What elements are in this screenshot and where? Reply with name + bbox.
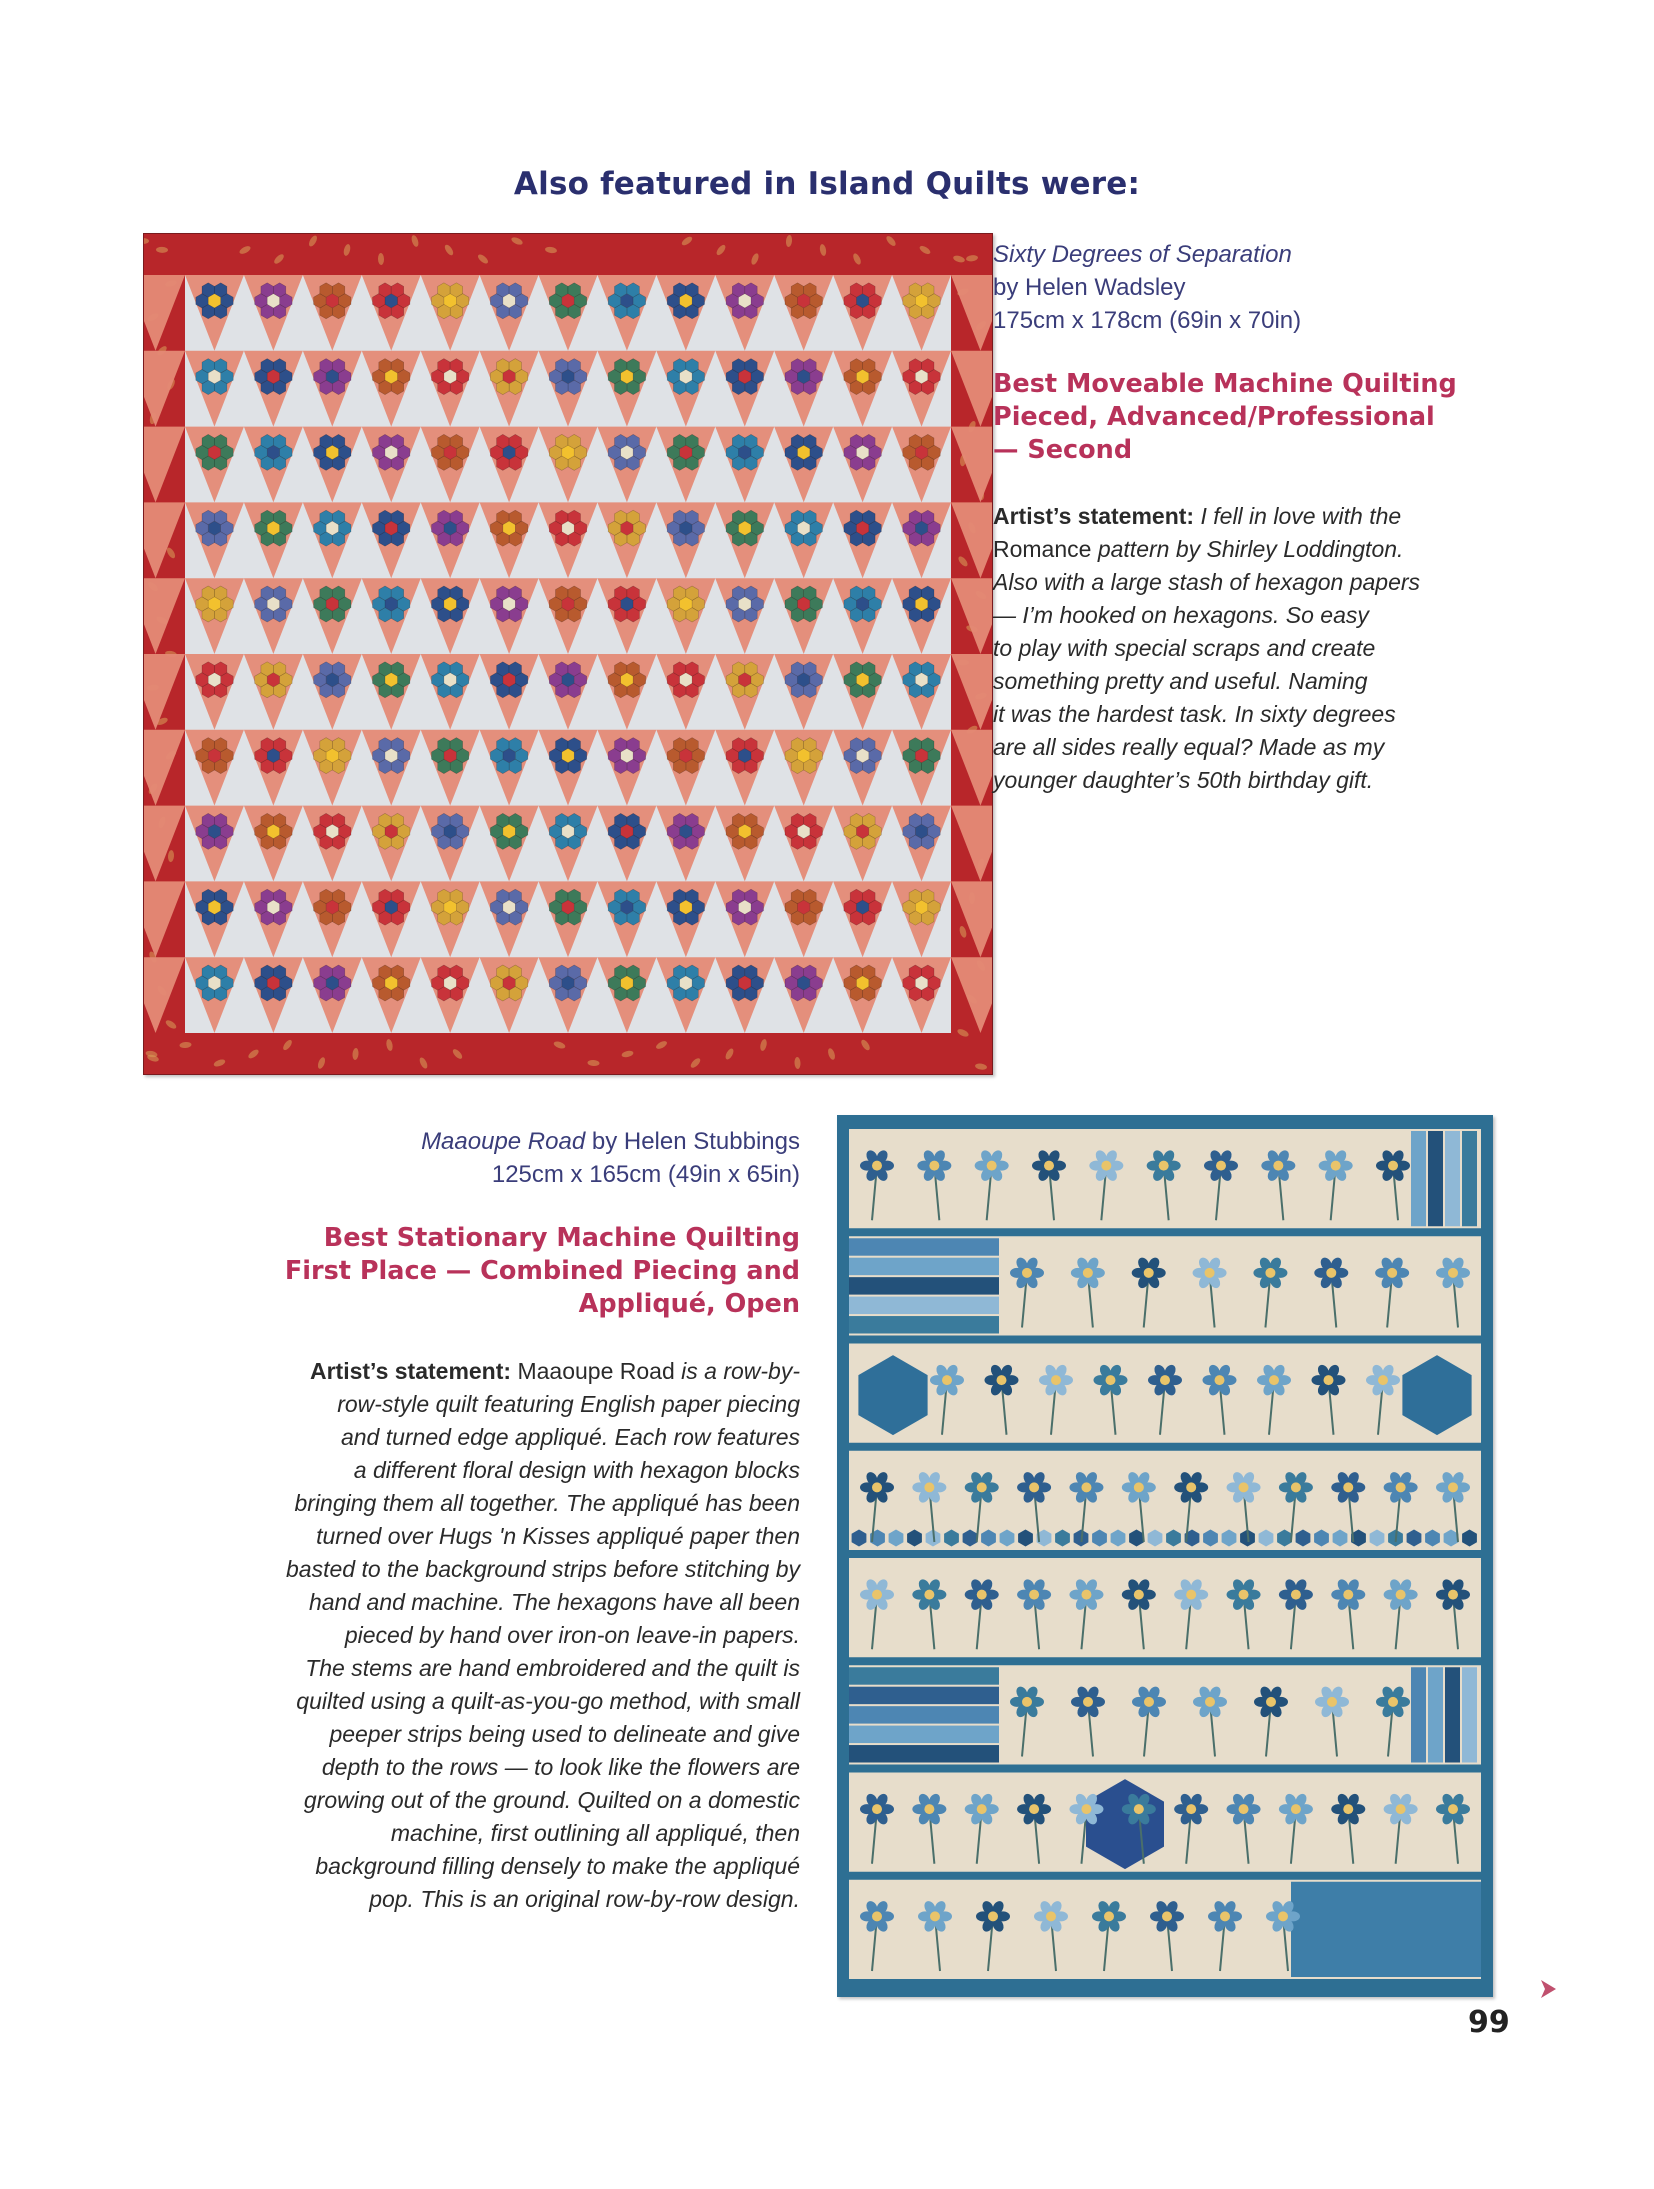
- next-page-arrow-icon[interactable]: [1538, 1978, 1558, 2000]
- page-heading: Also featured in Island Quilts were:: [513, 166, 1141, 202]
- quilt1-award-line: — Second: [993, 435, 1133, 465]
- quilt1-award-line: Best Moveable Machine Quilting: [993, 369, 1457, 399]
- quilt2-caption: [200, 1125, 800, 1191]
- quilt2-award-line: Appliqué, Open: [578, 1289, 800, 1319]
- quilt2-award-line: First Place — Combined Piecing and: [284, 1256, 800, 1286]
- quilt1-title: Sixty Degrees of Separation: [993, 241, 1292, 268]
- quilt2-award-line: Best Stationary Machine Quilting: [323, 1223, 800, 1253]
- quilt2-size: 125cm x 165cm (49in x 65in): [491, 1161, 800, 1188]
- quilt1-award-line: Pieced, Advanced/Professional: [993, 402, 1435, 432]
- quilt2-title-line: Maaoupe Road by Helen Stubbings: [421, 1128, 800, 1155]
- quilt2-statement: Artist’s statement: Maaoupe Road is a row-by- row-style quilt featuring English paper piecing and turned edge appliqué. Each row features a different floral design with hexagon blocks bringing them all together. The appliqué has been turned over Hugs 'n Kisses appliqué paper then basted to the background strips before stitching by hand and machine. The hexagons have all been pieced by hand over iron-on leave-in papers. The stems are hand embroidered and the quilt is quilted using a quilt-as-you-go method, with small peeper strips being used to delineate and give depth to the rows — to look like the flowers are growing out of the ground. Quilted on a domestic machine, first outlining all appliqué, then background filling densely to make the appliqué pop. This is an original row-by-row design.: [286, 1358, 800, 1912]
- statement-label: Artist’s statement:: [993, 503, 1195, 529]
- page-number: 99: [1468, 2005, 1510, 2040]
- quilt1-award: [993, 368, 1513, 467]
- quilt-photo-maaoupe-road: [837, 1115, 1493, 1997]
- quilt-photo-sixty-degrees: [143, 233, 993, 1075]
- quilt1-byline: by Helen Wadsley: [993, 274, 1186, 301]
- quilt1-statement: Artist’s statement: I fell in love with the Romance pattern by Shirley Loddington. Also with a large stash of hexagon papers — I’m hooked on hexagons. So easy to play with special scraps and create something pretty and useful. Naming it was the hardest task. In sixty degrees are all sides really equal? Made as my younger daughter’s 50th birthday gift.: [993, 503, 1421, 793]
- quilt1-caption: [993, 238, 1513, 337]
- quilt1-size: 175cm x 178cm (69in x 70in): [993, 307, 1302, 334]
- statement-label: Artist’s statement:: [309, 1358, 512, 1384]
- quilt2-award: [200, 1222, 800, 1321]
